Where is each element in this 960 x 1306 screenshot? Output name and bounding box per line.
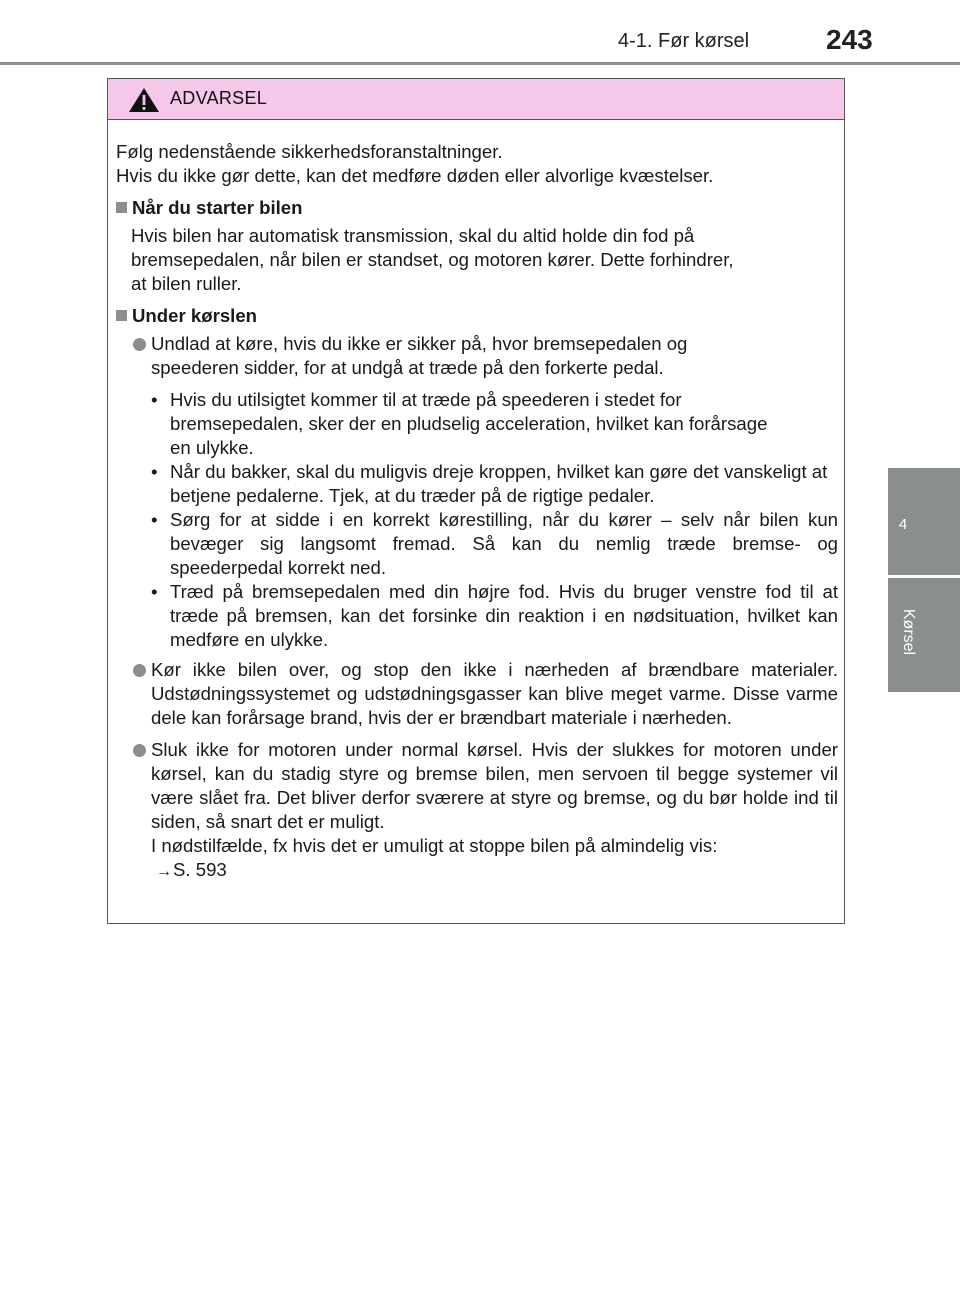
- sub-item: • Træd på bremsepedalen med din højre fod. Hvis du bruger venstre fod til at træde på bremsen, kan det forsinke din reaktion i en nødsituation, hvilket kan medføre en ulykke.: [151, 581, 838, 650]
- bullet-item: [116, 658, 838, 730]
- bullet-extra: I nødstilfælde, fx hvis det er umuligt at stoppe bilen på almindelig vis:: [151, 835, 718, 856]
- section-heading-driving: [116, 304, 838, 328]
- chapter-label: Kørsel: [900, 608, 917, 656]
- page-number: 243: [826, 24, 873, 55]
- sub-item: • Hvis du utilsigtet kommer til at træde på speederen i stedet for bremsepedalen, sker der en pludselig acceleration, hvilket kan forårsage en ulykke.: [151, 389, 768, 458]
- arrow-right-icon: →: [156, 863, 172, 880]
- section-heading-start: [116, 196, 838, 220]
- square-bullet-icon: [116, 202, 127, 213]
- round-bullet-icon: [133, 744, 146, 757]
- warning-title: ADVARSEL: [170, 88, 268, 108]
- sub-list: [116, 388, 838, 652]
- header-section-title: 4-1. Før kørsel: [618, 30, 750, 52]
- header-rule: [0, 62, 960, 65]
- warning-content: [116, 140, 838, 884]
- warning-header: [108, 79, 844, 120]
- sub-item: • Når du bakker, skal du muligvis dreje kroppen, hvilket kan gøre det vanskeligt at betjene pedalerne. Tjek, at du træder på de rigtige pedaler.: [151, 461, 828, 506]
- round-bullet-icon: [133, 338, 146, 351]
- page-reference: →S. 593: [156, 859, 227, 880]
- intro-line-2: Hvis du ikke gør dette, kan det medføre døden eller alvorlige kvæstelser.: [116, 165, 714, 186]
- round-bullet-icon: [133, 664, 146, 677]
- bullet-item: [116, 738, 838, 834]
- warning-triangle-icon: [128, 87, 160, 113]
- section-heading-text: Under kørslen: [132, 305, 258, 326]
- bullet-text: Undlad at køre, hvis du ikke er sikker på, hvor bremsepedalen og speederen sidder, for at undgå at træde på den forkerte pedal.: [151, 333, 688, 378]
- bullet-item: [116, 332, 751, 380]
- warning-intro: [116, 140, 838, 188]
- section-heading-text: Når du starter bilen: [132, 197, 303, 218]
- section-body-start: Hvis bilen har automatisk transmission, skal du altid holde din fod på bremsepedalen, når bilen er standset, og motoren kører. Dette forhindrer, at bilen ruller.: [131, 225, 734, 294]
- chapter-number: 4: [898, 516, 908, 533]
- sub-item: • Sørg for at sidde i en korrekt kørestilling, når du kører – selv når bilen kun bevæger sig langsomt fremad. Så kan du nemlig træde bremse- og speederpedal korrekt ned.: [151, 509, 838, 578]
- bullet-text: Kør ikke bilen over, og stop den ikke i nærheden af brændbare materialer. Udstødningssystemet og udstødningsgasser kan blive meget varme. Disse varme dele kan forårsage brand, hvis der er brændbart materiale i nærheden.: [151, 659, 838, 728]
- intro-line-1: Følg nedenstående sikkerhedsforanstaltninger.: [116, 141, 503, 162]
- square-bullet-icon: [116, 310, 127, 321]
- bullet-text: Sluk ikke for motoren under normal kørsel. Hvis der slukkes for motoren under kørsel, kan du stadig styre og bremse bilen, men servoen til begge systemer vil være slået fra. Det bliver derfor sværere at styre og bremse, og du bør holde ind til siden, så snart det er muligt.: [151, 739, 838, 832]
